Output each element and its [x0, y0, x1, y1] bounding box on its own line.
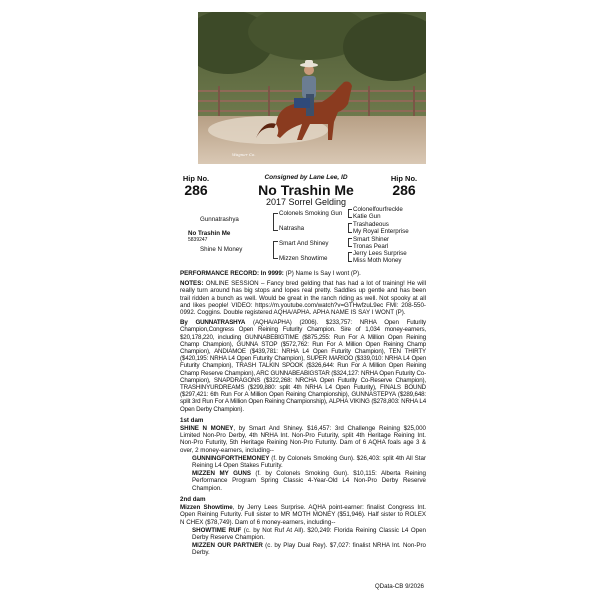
performance-label: PERFORMANCE RECORD: In 9999: — [180, 270, 284, 277]
second-dam-foal — [180, 527, 426, 541]
sire-text: (AQHA/APHA) (2006). $233,757: NRHA Open Futurity Champion,Congress Open Reining Futurity Champion. Sire of 1,034 money-earners, $20,178,220, including GUNNABEBIGTIME ($875,255: Run For A Million Open Reining Champ Champion), GUNNA STOP ($572,762: Run For A Million Open Reining Champ Champion), ANDIAMOE ($439,781: NRHA L4 Open Futurity Champion), TEN THIRTY ($420,195: NRHA L4 Open Futurity Champion), SUPER MARIOO ($339,010: NRHA L4 Open Futurity Champion), TRASH TALKIN SPOOK ($326,644: Run For A Million Open Reining Champ Reserve Champion), ARC GUNNABEABIGSTAR ($324,127: NRHA Open Futurity Co-Champion), SNAPDRAGONS ($322,268: NRCHA Open Futurity Co-Reserve Champion), TRASHINYURDREAMS ($299,880: split 4th NRHA L4 Open Futurity), FINALS BOUND ($297,421: 6th Run For A Million Open Reining Championship), GUNNASTEPYA ($289,648: split 3rd Run For A Million Open Reining Championship), ALPHA VIKING ($278,803: NRHA L4 Open Derby Champion). — [180, 319, 426, 413]
second-dam-name: Mizzen Showtime — [180, 504, 233, 512]
pedigree-sire: Gunnatrashya — [200, 216, 239, 223]
sire-by: By — [180, 319, 188, 327]
first-dam-paragraph — [180, 425, 426, 454]
hip-number: 286 — [392, 182, 416, 198]
first-dam-heading: 1st dam — [180, 416, 204, 424]
second-dam-paragraph — [180, 504, 426, 526]
first-dam-foal — [180, 455, 426, 469]
hip-number: 286 — [184, 182, 208, 198]
pedigree-bracket — [273, 213, 278, 231]
pedigree-gen2: Natrasha — [279, 225, 305, 232]
pedigree-gen2: Mizzen Showtime — [279, 255, 328, 262]
pedigree-gen3: Katie Gun — [353, 213, 381, 220]
consignor-line: Consigned by Lane Lee, ID — [264, 174, 348, 181]
foal-name: MIZZEN OUR PARTNER — [192, 542, 263, 550]
pedigree-gen2: Colonels Smoking Gun — [279, 210, 343, 217]
second-dam-heading: 2nd dam — [180, 495, 206, 503]
pedigree-bracket — [348, 252, 352, 262]
notes-label: NOTES: — [180, 280, 204, 288]
pedigree-gen3: My Royal Enterprise — [353, 228, 409, 235]
foal-text: (c. by Not Ruf At All). $20,249: Florida Reining Classic L4 Open Derby Reserve Champion. — [192, 526, 426, 541]
foal-name: GUNNINGFORTHEMONEY — [192, 454, 270, 462]
pedigree-bracket — [273, 241, 278, 259]
pedigree-bracket — [348, 238, 352, 247]
horse-name: No Trashin Me — [258, 182, 354, 198]
horse-rider-image — [198, 12, 426, 164]
pedigree-registration: 5839247 — [188, 237, 208, 243]
second-dam-text: , by Jerry Lees Surprise. AQHA point-earner: finalist Congress Int. Open Reining Futurity. Full sister to MR MOTH MONEY ($51,946). Half sister to ROLEX N CHEX ($78,749). Dam of 6 money-earners, including-- — [180, 504, 426, 526]
pedigree-gen3: Trashadeous — [353, 221, 389, 228]
hip-number-right — [386, 174, 422, 198]
performance-record — [180, 270, 426, 277]
pedigree-dam: Shine N Money — [200, 246, 243, 253]
pedigree-subject: No Trashin Me — [188, 230, 231, 237]
pedigree-gen3: Colonelfourfreckle — [353, 206, 403, 213]
performance-text: (P) Name Is Say I wont (P). — [285, 270, 361, 277]
pedigree-gen3: Smart Shiner — [353, 236, 390, 243]
first-dam-foal — [180, 470, 426, 492]
hip-label: Hip No. — [182, 174, 210, 183]
first-dam-name: SHINE N MONEY — [180, 425, 234, 433]
footer-code: QData-CB 9/2026 — [374, 583, 424, 590]
photographer-signature: Wagner Co. — [232, 152, 256, 157]
hip-number-left — [178, 174, 214, 198]
horse-description: 2017 Sorrel Gelding — [265, 197, 347, 207]
pedigree-bracket — [348, 223, 352, 233]
foal-text: (f. by Colonels Smoking Gun). $26,403: split 4th All Star Reining L4 Open Stakes Futurity. — [192, 454, 426, 470]
pedigree-gen3: Miss Moth Money — [353, 257, 402, 264]
notes-text: ONLINE SESSION – Fancy bred gelding that has had a lot of training! He will really turn around has big stops and lopes real pretty. Saddles up gentle and has been trail ridden a bunch as well. Would be great in the ranch riding as well. Not spooky at all and likes people! VIDEO: https://m.youtube.com/watch?v=GTHwfzuL9ec FMI: 208-550-0992. Coggins. Double registered AQHA/APHA. APHA NAME IS SAY I WONT (P). — [180, 280, 426, 317]
foal-name: SHOWTIME RUF — [192, 526, 242, 534]
foal-text: (c. by Play Dual Rey). $7,027: finalist NRHA Int. Non-Pro Derby. — [192, 542, 426, 557]
second-dam-foal — [180, 542, 426, 556]
horse-photo — [198, 12, 426, 164]
foal-text: (f. by Colonels Smoking Gun). $10,115: Alberta Reining Performance Program Spring Classic 4-Year-Old L4 Non-Pro Derby Reserve Champion. — [192, 470, 426, 492]
pedigree-gen3: Tronas Pearl — [353, 243, 389, 250]
sire-name: GUNNATRASHYA — [195, 319, 246, 327]
catalog-body — [180, 270, 426, 560]
pedigree-bracket — [348, 209, 352, 218]
foal-name: MIZZEN MY GUNS — [192, 470, 251, 478]
pedigree-gen2: Smart And Shiney — [279, 240, 329, 247]
first-dam-text: , by Smart And Shiney. $16,457: 3rd Challenge Reining $25,000 Limited Non-Pro Derby, 4th NRHA Int. Non-Pro Futurity, split 4th Heritage Reining Int. Non-Pro Futurity, 5th Heritage Reining Non-Pro Futurity. Dam of 6 AQHA foals age 3 & over, 2 money-earners, including-- — [180, 425, 426, 454]
pedigree-gen3: Jerry Lees Surprise — [353, 250, 407, 257]
notes — [180, 280, 426, 316]
sire-paragraph — [180, 319, 426, 413]
hip-label: Hip No. — [390, 174, 418, 183]
